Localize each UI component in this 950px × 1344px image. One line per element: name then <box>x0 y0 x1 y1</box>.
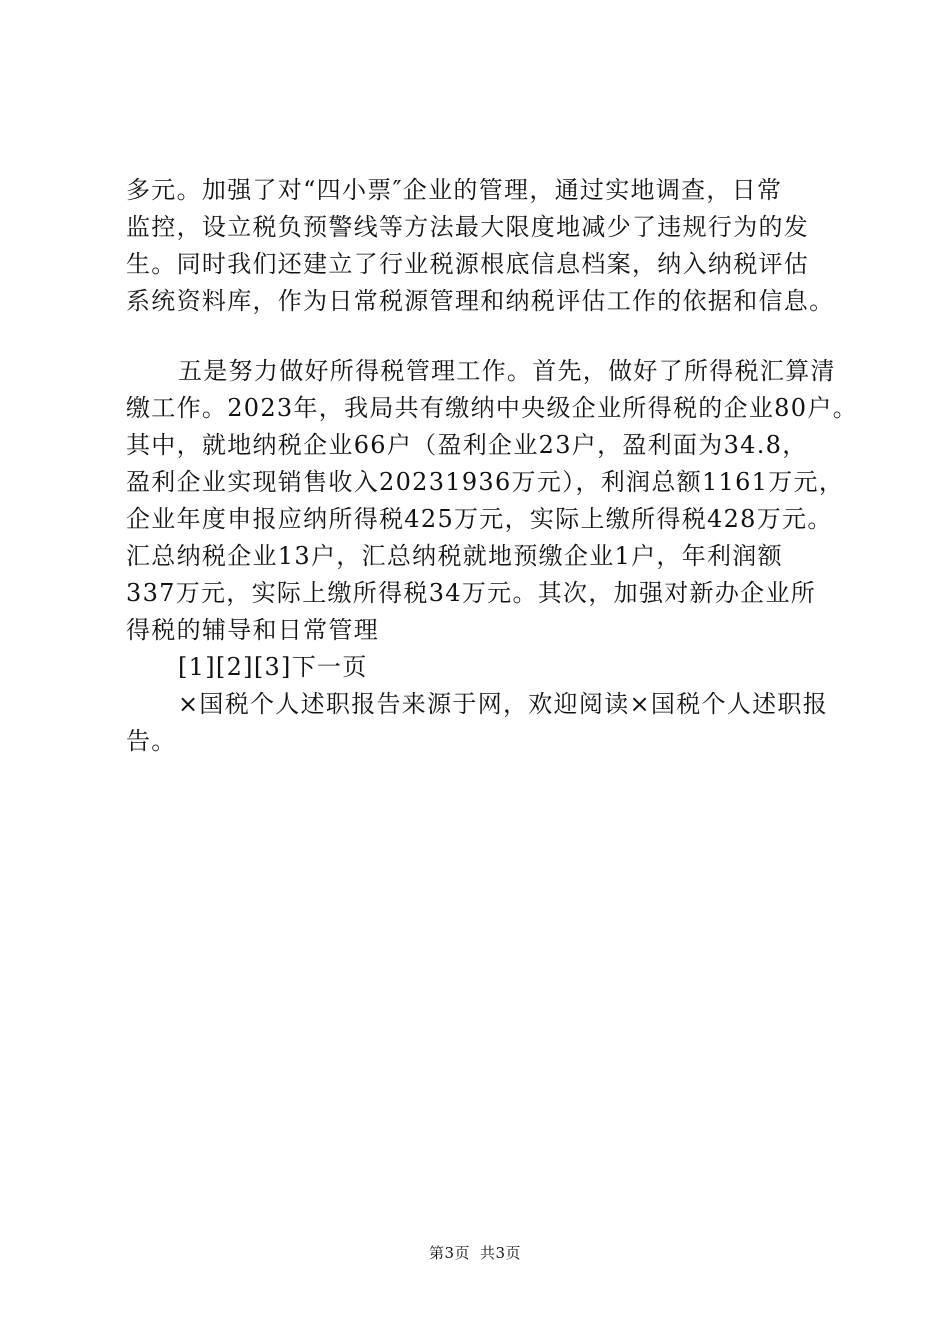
text-line: 企业年度申报应纳所得税425万元，实际上缴所得税428万元。 <box>126 505 833 533</box>
text-line: 其中，就地纳税企业66户（盈利企业23户，盈利面为34.8， <box>126 431 808 459</box>
text-line: 告。 <box>126 727 177 755</box>
document-body <box>126 172 858 760</box>
text-line: 337万元，实际上缴所得税34万元。其次，加强对新办企业所 <box>126 579 817 607</box>
page-number-current: 第3页 <box>428 1244 470 1262</box>
page-link-2[interactable]: [2] <box>215 653 254 681</box>
page-link-1[interactable]: [1] <box>178 653 216 681</box>
text-line: 盈利企业实现销售收入20231936万元），利润总额1161万元， <box>126 468 845 496</box>
paragraph-1 <box>126 172 838 320</box>
text-line: 生。同时我们还建立了行业税源根底信息档案，纳入纳税评估 <box>126 250 810 278</box>
paragraph-2 <box>126 353 858 649</box>
text-line: 多元。加强了对“四小票″企业的管理，通过实地调查，日常 <box>126 176 783 204</box>
next-page-link[interactable]: 下一页 <box>291 653 368 681</box>
pagination-links <box>126 649 838 686</box>
page-number-total: 共3页 <box>480 1244 522 1262</box>
paragraph-spacer <box>126 320 838 353</box>
text-line: ×国税个人述职报告来源于网，欢迎阅读×国税个人述职报 <box>178 690 829 718</box>
text-line: 缴工作。2023年，我局共有缴纳中央级企业所得税的企业80户。 <box>126 394 858 422</box>
page-footer <box>0 1242 950 1263</box>
paragraph-3 <box>126 686 838 760</box>
text-line: 监控，设立税负预警线等方法最大限度地减少了违规行为的发 <box>126 213 810 241</box>
text-line: 五是努力做好所得税管理工作。首先，做好了所得税汇算清 <box>178 357 836 385</box>
text-line: 得税的辅导和日常管理 <box>126 616 379 644</box>
page-link-3[interactable]: [3] <box>253 653 292 681</box>
text-line: 汇总纳税企业13户，汇总纳税就地预缴企业1户，年利润额 <box>126 542 783 570</box>
text-line: 系统资料库，作为日常税源管理和纳税评估工作的依据和信息。 <box>126 287 835 315</box>
